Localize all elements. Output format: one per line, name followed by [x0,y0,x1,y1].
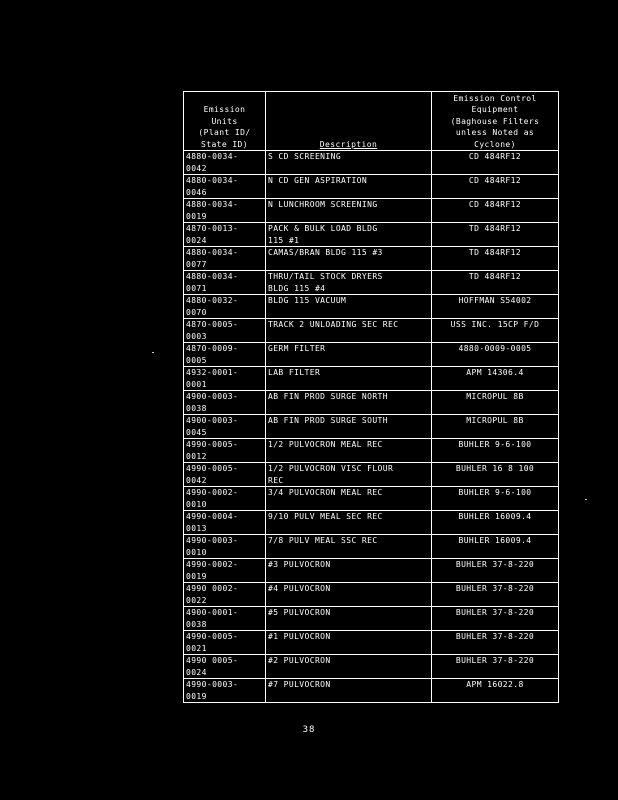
control-equipment-cell: BUHLER 37-8-220 [432,655,559,679]
description-cell: 1/2 PULVOCRON VISC FLOUR REC [266,463,432,487]
header-row [184,92,559,151]
table-row [184,655,559,679]
description-cell: N CD GEN ASPIRATION [266,175,432,199]
table-row [184,559,559,583]
table-row [184,463,559,487]
unit-id-cell: 4990 0005- 0024 [184,655,266,679]
unit-id-cell: 4990-0003- 0019 [184,679,266,703]
unit-id-cell: 4870-0009- 0005 [184,343,266,367]
description-cell: N LUNCHROOM SCREENING [266,199,432,223]
description-cell: 3/4 PULVOCRON MEAL REC [266,487,432,511]
description-cell: THRU/TAIL STOCK DRYERS BLDG 115 #4 [266,271,432,295]
control-equipment-cell: BUHLER 16009.4 [432,535,559,559]
control-equipment-cell: APM 16022.8 [432,679,559,703]
control-equipment-cell: CD 484RF12 [432,151,559,175]
unit-id-cell: 4880-0034- 0071 [184,271,266,295]
unit-id-cell: 4880-0032- 0070 [184,295,266,319]
table-row [184,391,559,415]
unit-id-cell: 4990-0002- 0010 [184,487,266,511]
table-row [184,631,559,655]
description-cell: #1 PULVOCRON [266,631,432,655]
unit-id-cell: 4880-0034- 0046 [184,175,266,199]
unit-id-cell: 4900-0003- 0045 [184,415,266,439]
description-cell: TRACK 2 UNLOADING SEC REC [266,319,432,343]
unit-id-cell: 4990-0005- 0042 [184,463,266,487]
scan-speck [152,352,154,353]
control-equipment-cell: BUHLER 16 8 100 [432,463,559,487]
control-equipment-cell: MICROPUL 8B [432,415,559,439]
table-row [184,535,559,559]
table-row [184,319,559,343]
control-equipment-cell: APM 14306.4 [432,367,559,391]
description-cell: #5 PULVOCRON [266,607,432,631]
table-row [184,607,559,631]
header-emission-control-equipment: Emission Control Equipment (Baghouse Filters unless Noted as Cyclone) [432,92,559,151]
table-row [184,583,559,607]
unit-id-cell: 4990-0002- 0019 [184,559,266,583]
control-equipment-cell: MICROPUL 8B [432,391,559,415]
header-emission-units: Emission Units (Plant ID/ State ID) [184,92,266,151]
description-cell: S CD SCREENING [266,151,432,175]
unit-id-cell: 4900-0003- 0038 [184,391,266,415]
unit-id-cell: 4870-0005- 0003 [184,319,266,343]
table-row [184,223,559,247]
description-cell: #7 PULVOCRON [266,679,432,703]
control-equipment-cell: TD 484RF12 [432,271,559,295]
description-cell: 1/2 PULVOCRON MEAL REC [266,439,432,463]
table-body [184,151,559,703]
table-row [184,343,559,367]
unit-id-cell: 4900-0001- 0038 [184,607,266,631]
table-row [184,511,559,535]
emission-units-table [183,91,559,703]
unit-id-cell: 4990-0005- 0012 [184,439,266,463]
table-row [184,439,559,463]
table-row [184,679,559,703]
description-cell: 9/10 PULV MEAL SEC REC [266,511,432,535]
control-equipment-cell: CD 484RF12 [432,199,559,223]
description-cell: #3 PULVOCRON [266,559,432,583]
header-description-text: Description [319,139,378,149]
unit-id-cell: 4990-0003- 0010 [184,535,266,559]
header-description [266,92,432,151]
control-equipment-cell: BUHLER 16009.4 [432,511,559,535]
table-row [184,295,559,319]
table-row [184,415,559,439]
description-cell: AB FIN PROD SURGE SOUTH [266,415,432,439]
unit-id-cell: 4990-0005- 0021 [184,631,266,655]
table-row [184,487,559,511]
table-row [184,199,559,223]
control-equipment-cell: BUHLER 37-8-220 [432,631,559,655]
table-row [184,271,559,295]
table-row [184,175,559,199]
control-equipment-cell: USS INC. 15CP F/D [432,319,559,343]
control-equipment-cell: TD 484RF12 [432,247,559,271]
description-cell: GERM FILTER [266,343,432,367]
table-header [184,92,559,151]
description-cell: #2 PULVOCRON [266,655,432,679]
description-cell: AB FIN PROD SURGE NORTH [266,391,432,415]
description-cell: BLDG 115 VACUUM [266,295,432,319]
unit-id-cell: 4990 0002- 0022 [184,583,266,607]
description-cell: 7/8 PULV MEAL SSC REC [266,535,432,559]
unit-id-cell: 4990-0004- 0013 [184,511,266,535]
unit-id-cell: 4870-0013- 0024 [184,223,266,247]
description-cell: PACK & BULK LOAD BLDG 115 #1 [266,223,432,247]
table-row [184,247,559,271]
table-row [184,367,559,391]
unit-id-cell: 4880-0034- 0077 [184,247,266,271]
control-equipment-cell: CD 484RF12 [432,175,559,199]
scan-speck [585,499,587,500]
control-equipment-cell: 4880-0009-0005 [432,343,559,367]
description-cell: #4 PULVOCRON [266,583,432,607]
unit-id-cell: 4880-0034- 0019 [184,199,266,223]
description-cell: CAMAS/BRAN BLDG 115 #3 [266,247,432,271]
control-equipment-cell: BUHLER 9-6-100 [432,439,559,463]
unit-id-cell: 4880-0034- 0042 [184,151,266,175]
control-equipment-cell: BUHLER 37-8-220 [432,607,559,631]
control-equipment-cell: BUHLER 9-6-100 [432,487,559,511]
unit-id-cell: 4932-0001- 0001 [184,367,266,391]
control-equipment-cell: BUHLER 37-8-220 [432,583,559,607]
page-number: 38 [302,725,316,735]
control-equipment-cell: TD 484RF12 [432,223,559,247]
control-equipment-cell: HOFFMAN S54002 [432,295,559,319]
table-row [184,151,559,175]
description-cell: LAB FILTER [266,367,432,391]
control-equipment-cell: BUHLER 37-8-220 [432,559,559,583]
